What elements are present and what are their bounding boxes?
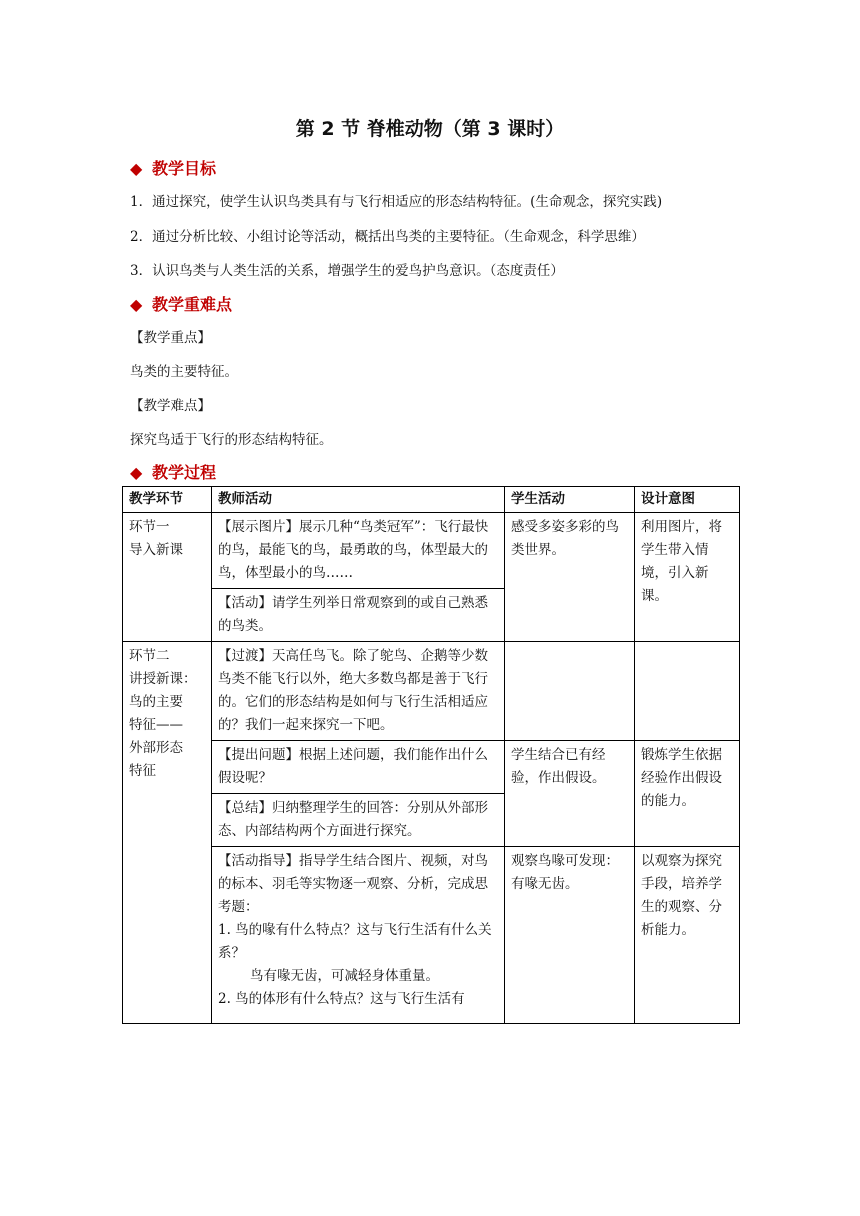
stage2-summary: 【总结】归纳整理学生的回答：分别从外部形态、内部结构两个方面进行探究。	[212, 794, 505, 847]
stage1-teacher-images: 【展示图片】展示几种“鸟类冠军”：飞行最快的鸟，最能飞的鸟，最勇敢的鸟，体型最大的鸟，体型最小的鸟……	[212, 513, 505, 589]
stage1-intent: 利用图片，将学生带入情境，引入新课。	[635, 513, 740, 642]
objectives-heading: ◆ 教学目标	[130, 159, 217, 178]
stage2-intent-hypothesis: 锻炼学生依据经验作出假设的能力。	[635, 741, 740, 847]
stage2-intent-observe: 以观察为探究手段，培养学生的观察、分析能力。	[635, 847, 740, 1024]
table-row	[123, 741, 740, 794]
process-table	[122, 486, 740, 1024]
stage2-transition: 【过渡】天高任鸟飞。除了鸵鸟、企鹅等少数鸟类不能飞行以外，绝大多数鸟都是善于飞行的。它们的形态结构是如何与飞行生活相适应的？我们一起来探究一下吧。	[212, 642, 505, 741]
table-row	[123, 513, 740, 589]
stage2-intent-empty	[635, 642, 740, 741]
diamond-bullet-icon: ◆	[130, 159, 143, 178]
table-row	[123, 642, 740, 741]
page-title: 第 2 节 脊椎动物（第 3 课时）	[295, 118, 565, 140]
stage1-student: 感受多姿多彩的鸟类世界。	[505, 513, 635, 642]
objective-item-1: 1．通过探究，使学生认识鸟类具有与飞行相适应的形态结构特征。(生命观念，探究实践)	[130, 194, 663, 210]
header-stage: 教学环节	[123, 487, 212, 513]
header-student: 学生活动	[505, 487, 635, 513]
focus-text: 鸟类的主要特征。	[130, 364, 238, 380]
stage2-activity-guide: 【活动指导】指导学生结合图片、视频，对鸟的标本、羽毛等实物逐一观察、分析，完成思考题： 1. 鸟的喙有什么特点？这与飞行生活有什么关系？ 鸟有喙无齿，可减轻身体重量。 2. 鸟的体形有什么特点？这与飞行生活有	[212, 847, 505, 1024]
key-points-heading: ◆ 教学重难点	[130, 295, 233, 314]
diamond-bullet-icon: ◆	[130, 295, 143, 314]
stage1-label: 环节一 导入新课	[123, 513, 212, 642]
process-heading: ◆ 教学过程	[130, 463, 217, 482]
stage1-teacher-activity: 【活动】请学生列举日常观察到的或自己熟悉的鸟类。	[212, 589, 505, 642]
focus-label: 【教学重点】	[130, 330, 211, 346]
objective-item-3: 3．认识鸟类与人类生活的关系，增强学生的爱鸟护鸟意识。（态度责任）	[130, 263, 564, 279]
stage2-question: 【提出问题】根据上述问题，我们能作出什么假设呢？	[212, 741, 505, 794]
difficulty-text: 探究鸟适于飞行的形态结构特征。	[130, 432, 333, 448]
stage2-student-observe: 观察鸟喙可发现：有喙无齿。	[505, 847, 635, 1024]
stage2-student-empty	[505, 642, 635, 741]
objective-item-2: 2．通过分析比较、小组讨论等活动，概括出鸟类的主要特征。（生命观念，科学思维）	[130, 229, 645, 245]
table-header-row	[123, 487, 740, 513]
stage2-student-hypothesis: 学生结合已有经验，作出假设。	[505, 741, 635, 847]
table-row	[123, 847, 740, 1024]
header-teacher: 教师活动	[212, 487, 505, 513]
header-intent: 设计意图	[635, 487, 740, 513]
difficulty-label: 【教学难点】	[130, 398, 211, 414]
stage2-label: 环节二 讲授新课： 鸟的主要 特征—— 外部形态 特征	[123, 642, 212, 1024]
diamond-bullet-icon: ◆	[130, 463, 143, 482]
